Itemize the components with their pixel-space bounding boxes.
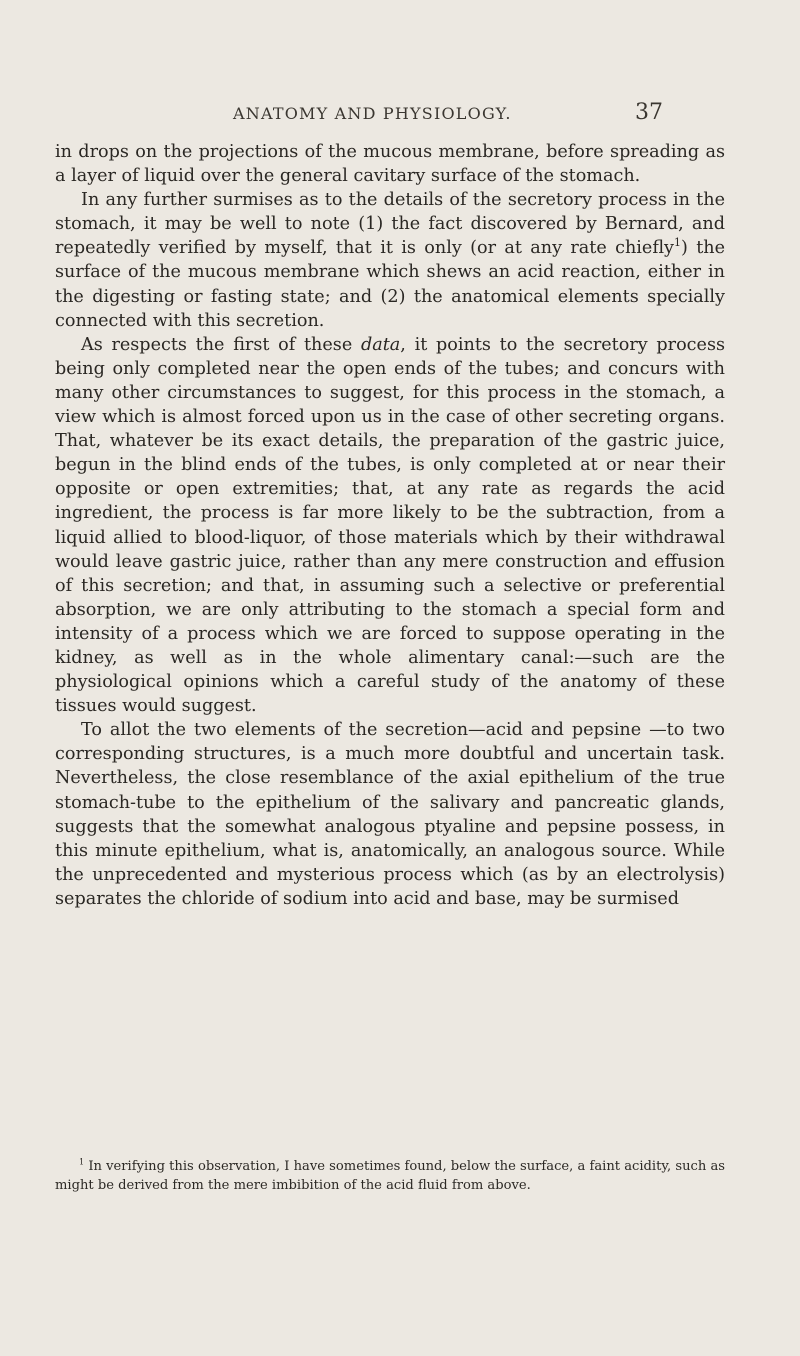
running-head: ANATOMY AND PHYSIOLOGY. — [233, 104, 512, 123]
paragraph-secretory-surmises — [55, 188, 725, 333]
page-header — [233, 100, 663, 134]
footnote-marker: 1 — [79, 1156, 85, 1167]
emphasized-word: data — [360, 334, 401, 355]
paragraph-text-end: , it points to the secretory process being only completed near the open ends of the tubes; and concurs with many other circumstances to suggest, for this process in the stomach, a view which is almost forced upon us in the case of other secreting organs. That, whatever be its exact details, the preparation of the gastric juice, begun in the blind ends of the tubes, is only completed at or near their opposite or open extremities; that, at any rate as regards the acid ingredient, the process is far more likely to be the subtraction, from a liquid allied to blood-liquor, of those materials which by their withdrawal would leave gastric juice, rather than any mere construction and effusion of this secretion; and that, in assuming such a selective or preferential absorption, we are only attributing to the stomach a special form and intensity of a process which we are forced to suppose operating in the kidney, as well as in the whole alimentary canal:—such are the physiological opinions which a careful study of the anatomy of these tissues would suggest. — [55, 334, 726, 717]
footnote-reference: 1 — [674, 236, 681, 250]
paragraph-first-data — [55, 333, 725, 719]
paragraph-text: in drops on the projections of the mucous membrane, before spreading as a layer of liquid over the general cavitary surface of the stomach. — [55, 142, 725, 187]
paragraph-continued — [55, 140, 725, 188]
paragraph-secretion-elements — [55, 718, 725, 911]
paragraph-text: In any further surmises as to the details of the secretory process in the stomach, it may be well to note (1) the fact discovered by Bernard, and repeatedly verified by myself, that it is only (or at any rate chiefly — [55, 190, 725, 259]
footnote-text: In verifying this observation, I have sometimes found, below the surface, a faint acidity, such as might be derived from the mere imbibition of the acid fluid from above. — [55, 1159, 725, 1193]
paragraph-text-end: ) the surface of the mucous membrane which shews an acid reaction, either in the digesting or fasting state; and (2) the anatomical elements specially connected with this secretion. — [55, 238, 726, 331]
page-number: 37 — [635, 100, 663, 125]
paragraph-text: As respects the first of these — [81, 334, 361, 355]
footnote — [55, 1158, 725, 1195]
body-text — [55, 140, 725, 911]
paragraph-text: To allot the two elements of the secretion—acid and pepsine —to two corresponding structures, is a much more doubtful and uncertain task. Nevertheless, the close resemblance of the axial epithelium of the true stomach-tube to the epithelium of the salivary and pancreatic glands, suggests that the somewhat analogous ptyaline and pepsine possess, in this minute epithelium, what is, anatomically, an analogous source. While the unprecedented and mysterious process which (as by an electrolysis) separates the chloride of sodium into acid and base, may be surmised — [55, 720, 725, 909]
